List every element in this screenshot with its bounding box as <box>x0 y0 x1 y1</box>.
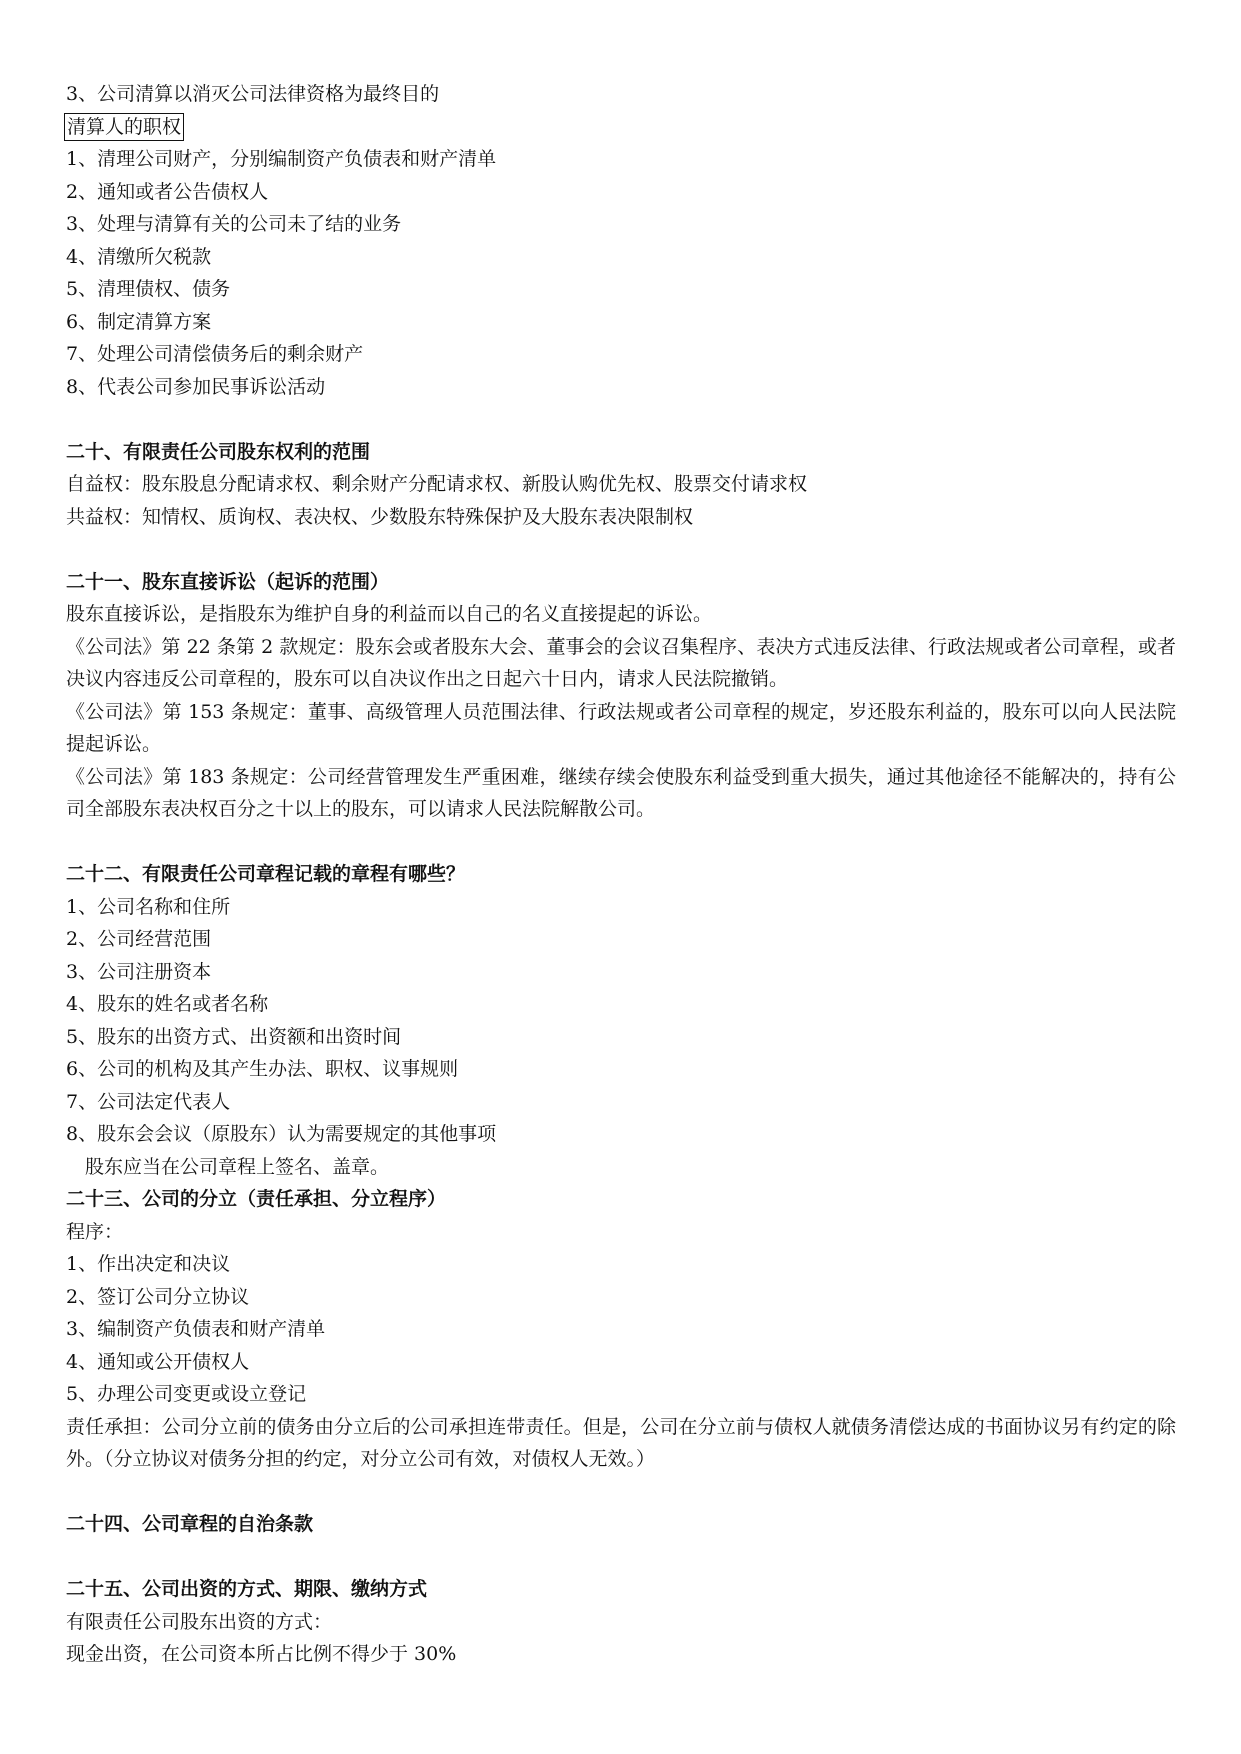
section-21-heading: 二十一、股东直接诉讼（起诉的范围） <box>66 570 390 593</box>
section-25-line: 有限责任公司股东出资的方式： <box>66 1610 333 1633</box>
liquidator-item: 7、处理公司清偿债务后的剩余财产 <box>66 343 364 365</box>
liquidator-title-line <box>66 111 1176 144</box>
section-23-procedure-label: 程序： <box>66 1220 124 1243</box>
section-21-paragraph: 《公司法》第 183 条规定：公司经营管理发生严重困难，继续存续会使股东利益受到重大损失，通过其他途径不能解决的，持有公司全部股东表决权百分之十以上的股东，可以请求人民法院解散公司。 <box>66 765 1176 820</box>
section-22-item: 8、股东会会议（原股东）认为需要规定的其他事项 <box>66 1123 497 1145</box>
section-24-heading: 二十四、公司章程的自治条款 <box>66 1513 314 1535</box>
section-22-item: 1、公司名称和住所 <box>66 895 231 918</box>
section-23-item: 4、通知或公开债权人 <box>66 1350 250 1373</box>
intro-item-3: 3、公司清算以消灭公司法律资格为最终目的 <box>66 83 440 105</box>
section-23-item: 1、作出决定和决议 <box>66 1253 231 1275</box>
liquidator-item: 6、制定清算方案 <box>66 310 212 333</box>
liquidator-item: 3、处理与清算有关的公司未了结的业务 <box>66 213 402 235</box>
section-23-heading: 二十三、公司的分立（责任承担、分立程序） <box>66 1188 447 1210</box>
section-22-item: 6、公司的机构及其产生办法、职权、议事规则 <box>66 1058 459 1080</box>
liquidator-boxed-title: 清算人的职权 <box>64 113 184 141</box>
section-20-line: 共益权：知情权、质询权、表决权、少数股东特殊保护及大股东表决限制权 <box>66 505 694 528</box>
section-23-item: 5、办理公司变更或设立登记 <box>66 1383 307 1405</box>
section-20-line: 自益权：股东股息分配请求权、剩余财产分配请求权、新股认购优先权、股票交付请求权 <box>66 473 808 495</box>
section-22-note: 股东应当在公司章程上签名、盖章。 <box>85 1155 390 1178</box>
section-25-heading: 二十五、公司出资的方式、期限、缴纳方式 <box>66 1578 428 1600</box>
blank-line <box>66 533 1176 566</box>
blank-line <box>66 1541 1176 1574</box>
section-22-item: 5、股东的出资方式、出资额和出资时间 <box>66 1025 402 1048</box>
section-23-item: 3、编制资产负债表和财产清单 <box>66 1318 326 1340</box>
liquidator-item: 5、清理债权、债务 <box>66 278 231 300</box>
section-25-line: 现金出资，在公司资本所占比例不得少于 30% <box>66 1643 457 1665</box>
blank-line <box>66 403 1176 436</box>
section-22-item: 4、股东的姓名或者名称 <box>66 993 269 1015</box>
section-23-liability: 责任承担：公司分立前的债务由分立后的公司承担连带责任。但是，公司在分立前与债权人就债务清偿达成的书面协议另有约定的除外。（分立协议对债务分担的约定，对分立公司有效，对债权人无效。） <box>66 1415 1176 1470</box>
liquidator-item: 1、清理公司财产，分别编制资产负债表和财产清单 <box>66 148 497 170</box>
section-22-item: 2、公司经营范围 <box>66 928 212 950</box>
section-21-paragraph: 《公司法》第 22 条第 2 款规定：股东会或者股东大会、董事会的会议召集程序、表决方式违反法律、行政法规或者公司章程，或者决议内容违反公司章程的，股东可以自决议作出之日起六十日内，请求人民法院撤销。 <box>66 635 1176 690</box>
section-21-paragraph: 股东直接诉讼，是指股东为维护自身的利益而以自己的名义直接提起的诉讼。 <box>66 603 713 625</box>
liquidator-item: 4、清缴所欠税款 <box>66 245 212 268</box>
document-page <box>66 78 1176 1671</box>
liquidator-item: 2、通知或者公告债权人 <box>66 180 269 203</box>
section-22-item: 3、公司注册资本 <box>66 960 212 983</box>
liquidator-item: 8、代表公司参加民事诉讼活动 <box>66 375 326 398</box>
section-20-heading: 二十、有限责任公司股东权利的范围 <box>66 440 371 463</box>
section-23-item: 2、签订公司分立协议 <box>66 1285 250 1308</box>
section-21-paragraph: 《公司法》第 153 条规定：董事、高级管理人员范围法律、行政法规或者公司章程的规定，岁还股东利益的，股东可以向人民法院提起诉讼。 <box>66 700 1176 755</box>
section-22-heading: 二十二、有限责任公司章程记载的章程有哪些？ <box>66 863 466 885</box>
blank-line <box>66 826 1176 859</box>
blank-line <box>66 1476 1176 1509</box>
section-22-item: 7、公司法定代表人 <box>66 1090 231 1113</box>
